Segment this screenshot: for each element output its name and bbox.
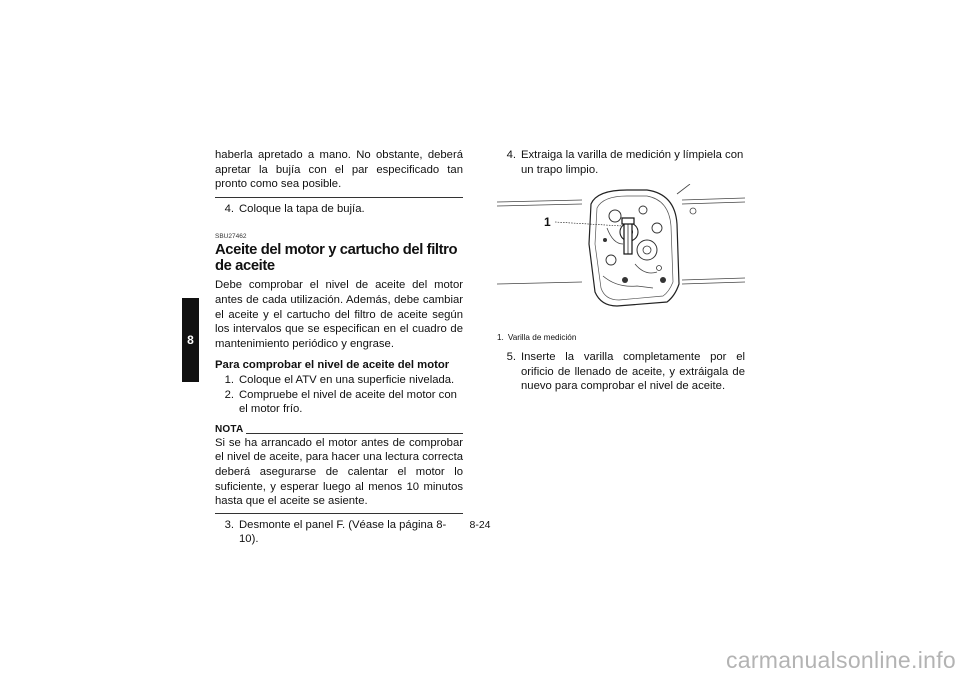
step-item	[215, 388, 463, 417]
step-number: 4.	[506, 149, 516, 161]
watermark-text: carmanualsonline.info	[725, 647, 956, 673]
step-number: 2.	[224, 388, 234, 401]
intro-paragraph: haberla apretado a mano. No obstante, deberá apretar la bujía con el par especificado tan pronto como sea posible.	[215, 149, 463, 191]
step-number: 3.	[224, 518, 234, 531]
note-text: Si se ha arrancado el motor antes de comprobar el nivel de aceite, para hacer una lectura correcta deberá asegurarse de calentar el motor lo suficiente, y esperar luego al menos 10 minutos hasta que el aceite se asiente.	[215, 436, 463, 508]
note-label: NOTA	[215, 423, 244, 435]
step-item	[497, 350, 745, 394]
step-item	[215, 518, 463, 547]
step-item	[215, 373, 463, 388]
caption-text: Varilla de medición	[507, 333, 577, 343]
step-number: 4.	[224, 202, 234, 215]
section-body: Debe comprobar el nivel de aceite del motor antes de cada utilización. Además, debe cambiar el aceite y el cartucho del filtro de aceite según los intervalos que se especifican en el cuadro de mantenimiento periódico y engrase.	[215, 279, 463, 350]
section-title: Aceite del motor y cartucho del filtro de aceite	[215, 242, 458, 275]
caption-number: 1.	[497, 333, 504, 343]
step-text: Inserte la varilla completamente por el orificio de llenado de aceite, y extráigala de nuevo para comprobar el nivel de aceite.	[521, 351, 745, 393]
engine-figure	[497, 184, 745, 329]
step-text: Desmonte el panel F. (Véase la página 8-10).	[239, 518, 447, 546]
divider	[215, 513, 463, 514]
step-item	[497, 148, 745, 177]
left-column	[215, 148, 463, 547]
step-number: 5.	[506, 351, 516, 364]
chapter-tab-number: 8	[187, 333, 194, 347]
step-text: Compruebe el nivel de aceite del motor con el motor frío.	[239, 388, 457, 416]
figure-callout-number: 1	[544, 215, 551, 230]
divider	[215, 197, 463, 198]
note-rule	[246, 433, 463, 434]
dipstick-illustration	[497, 184, 745, 329]
step-item	[215, 202, 463, 217]
step-number: 1.	[224, 373, 234, 386]
figure-caption	[497, 333, 745, 343]
section-code: SBU27462	[215, 233, 247, 241]
note-header	[215, 424, 463, 436]
step-text: Coloque el ATV en una superficie nivelada.	[239, 373, 455, 386]
step-text: Extraiga la varilla de medición y límpiela con un trapo limpio.	[521, 149, 744, 176]
step-text: Coloque la tapa de bujía.	[239, 202, 365, 215]
right-column	[497, 148, 745, 394]
page-number: 8-24	[469, 519, 491, 531]
subheading: Para comprobar el nivel de aceite del motor	[215, 359, 450, 372]
chapter-tab	[182, 298, 199, 382]
